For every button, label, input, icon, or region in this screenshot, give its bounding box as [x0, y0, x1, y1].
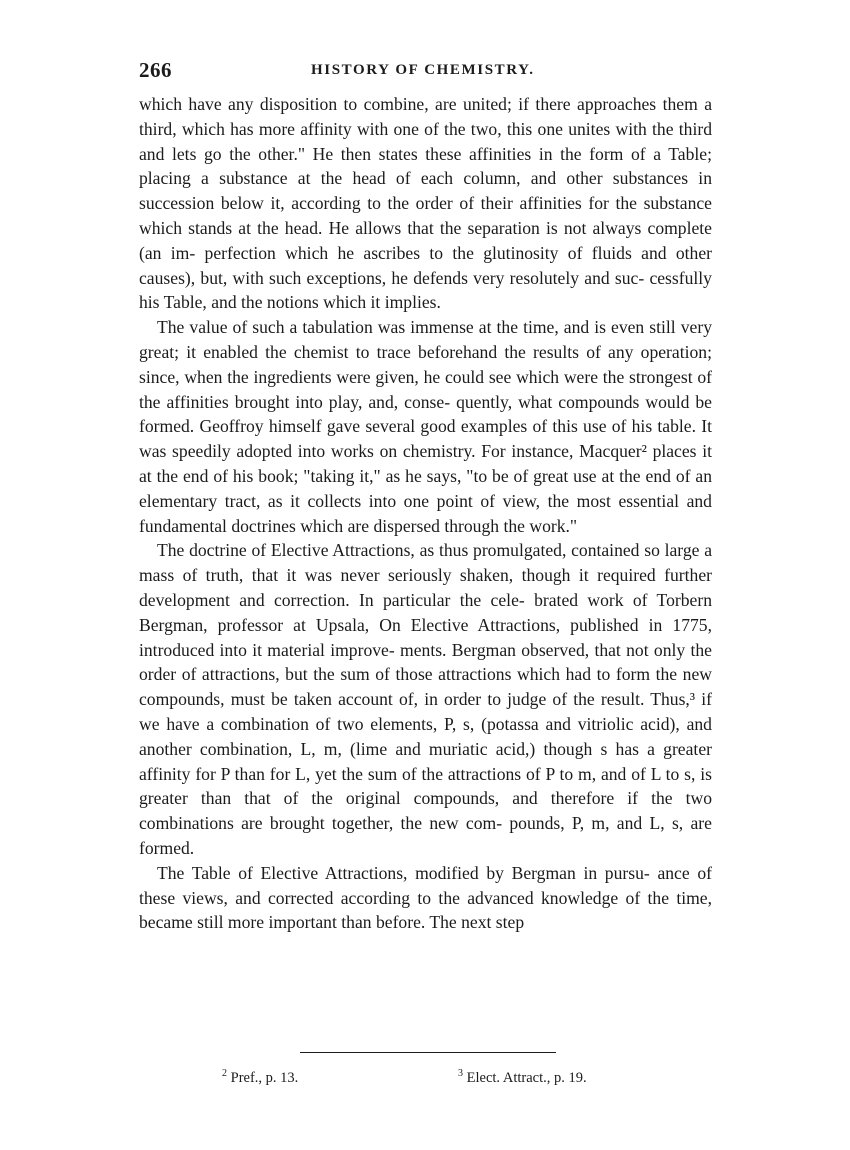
text-line: so large a mass of truth, that it was never seriously shaken, though it	[139, 540, 713, 586]
text-line: head. He allows that the separation is not always complete (an im-	[139, 217, 712, 263]
page-number: 266	[139, 58, 172, 82]
text-line: brated work of Torbern Bergman, professor at Upsala, On Elective	[139, 589, 712, 635]
text-line: ance of these views, and corrected according to the advanced knowledge	[139, 862, 713, 908]
text-line: required further development and correction. In particular the cele-	[139, 565, 712, 610]
paragraph	[139, 92, 712, 315]
text-line: into works on chemistry. For instance, Macquer² places it at the end	[139, 441, 712, 486]
footnote-marker: 3	[458, 1068, 463, 1080]
footnote-rule	[300, 1052, 556, 1053]
text-line: have a combination of two elements, P, s, (potassa and vitriolic acid),	[166, 713, 680, 734]
text-line: work."	[529, 515, 578, 536]
text-line: unites with the third and lets go the other." He then states these	[139, 118, 712, 164]
text-line: of the time, became still more important than before. The next step	[139, 887, 712, 933]
text-line: each column, and other substances in succession below it, according	[139, 168, 712, 214]
text-line: cessfully his Table, and the notions which it implies.	[139, 267, 712, 313]
text-line: them a third, which has more affinity with one of the two, this one	[139, 94, 713, 139]
text-line: of his book; "taking it," as he says, "to be of great use at the end of	[213, 465, 691, 486]
text-line: affinities in the form of a Table; placing a substance at the head of	[139, 143, 712, 189]
body-text	[139, 92, 712, 935]
paragraph	[139, 538, 712, 860]
book-page	[139, 58, 712, 935]
paragraph	[139, 315, 712, 538]
footnote-text: Pref., p. 13.	[230, 1070, 299, 1086]
text-line: which were the strongest of the affinities brought into play, and, conse-	[139, 366, 713, 412]
text-line: of any operation; since, when the ingredients were given, he could see	[139, 341, 712, 387]
text-line: and another combination, L, m, (lime and muriatic acid,) though s has	[139, 713, 712, 759]
text-line: Attractions, published in 1775, introduced into it material improve-	[139, 614, 712, 660]
footnote	[222, 1070, 298, 1087]
text-line: an elementary tract, as it collects into one point of view, the most	[139, 465, 712, 511]
text-line: the sum of those attractions which had to form the new compounds,	[139, 664, 712, 710]
text-line: to the order of their affinities for the substance which stands at the	[139, 193, 712, 238]
text-line: to m, and of L to s, is greater than that of the original compounds, and	[139, 763, 713, 809]
text-line: therefore if the two combinations are brought together, the new com-	[139, 788, 713, 834]
running-head	[139, 58, 712, 92]
footnote	[458, 1070, 587, 1087]
paragraph	[139, 861, 712, 935]
footnote-text: Elect. Attract., p. 19.	[466, 1070, 587, 1086]
footnote-marker: 2	[222, 1068, 227, 1080]
text-line: still very great; it enabled the chemist to trace beforehand the results	[139, 317, 713, 362]
text-line: The value of such a tabulation was immense at the time, and is even	[157, 317, 645, 338]
text-line: perfection which he ascribes to the glutinosity of fluids and other	[204, 242, 713, 263]
text-line: ments. Bergman observed, that not only the order of attractions, but	[139, 639, 712, 685]
text-line: pounds, P, m, and L, s, are formed.	[139, 813, 712, 858]
text-line: causes), but, with such exceptions, he defends very resolutely and suc-	[139, 267, 645, 288]
text-line: a greater affinity for P than for L, yet the sum of the attractions of P	[139, 738, 712, 784]
text-line: several good examples of this use of his table. It was speedily adopted	[139, 416, 712, 462]
text-line: The Table of Elective Attractions, modified by Bergman in pursu-	[157, 862, 650, 883]
text-line: quently, what compounds would be formed. Geoffroy himself gave	[139, 391, 712, 437]
running-title: HISTORY OF CHEMISTRY.	[311, 62, 535, 78]
text-line: must be taken account of, in order to judge of the result. Thus,³ if we	[139, 689, 712, 734]
text-line: essential and fundamental doctrines which are dispersed through the	[139, 490, 712, 536]
text-line: The doctrine of Elective Attractions, as thus promulgated, contained	[157, 540, 640, 561]
text-line: which have any disposition to combine, are united; if there approaches	[139, 94, 657, 114]
